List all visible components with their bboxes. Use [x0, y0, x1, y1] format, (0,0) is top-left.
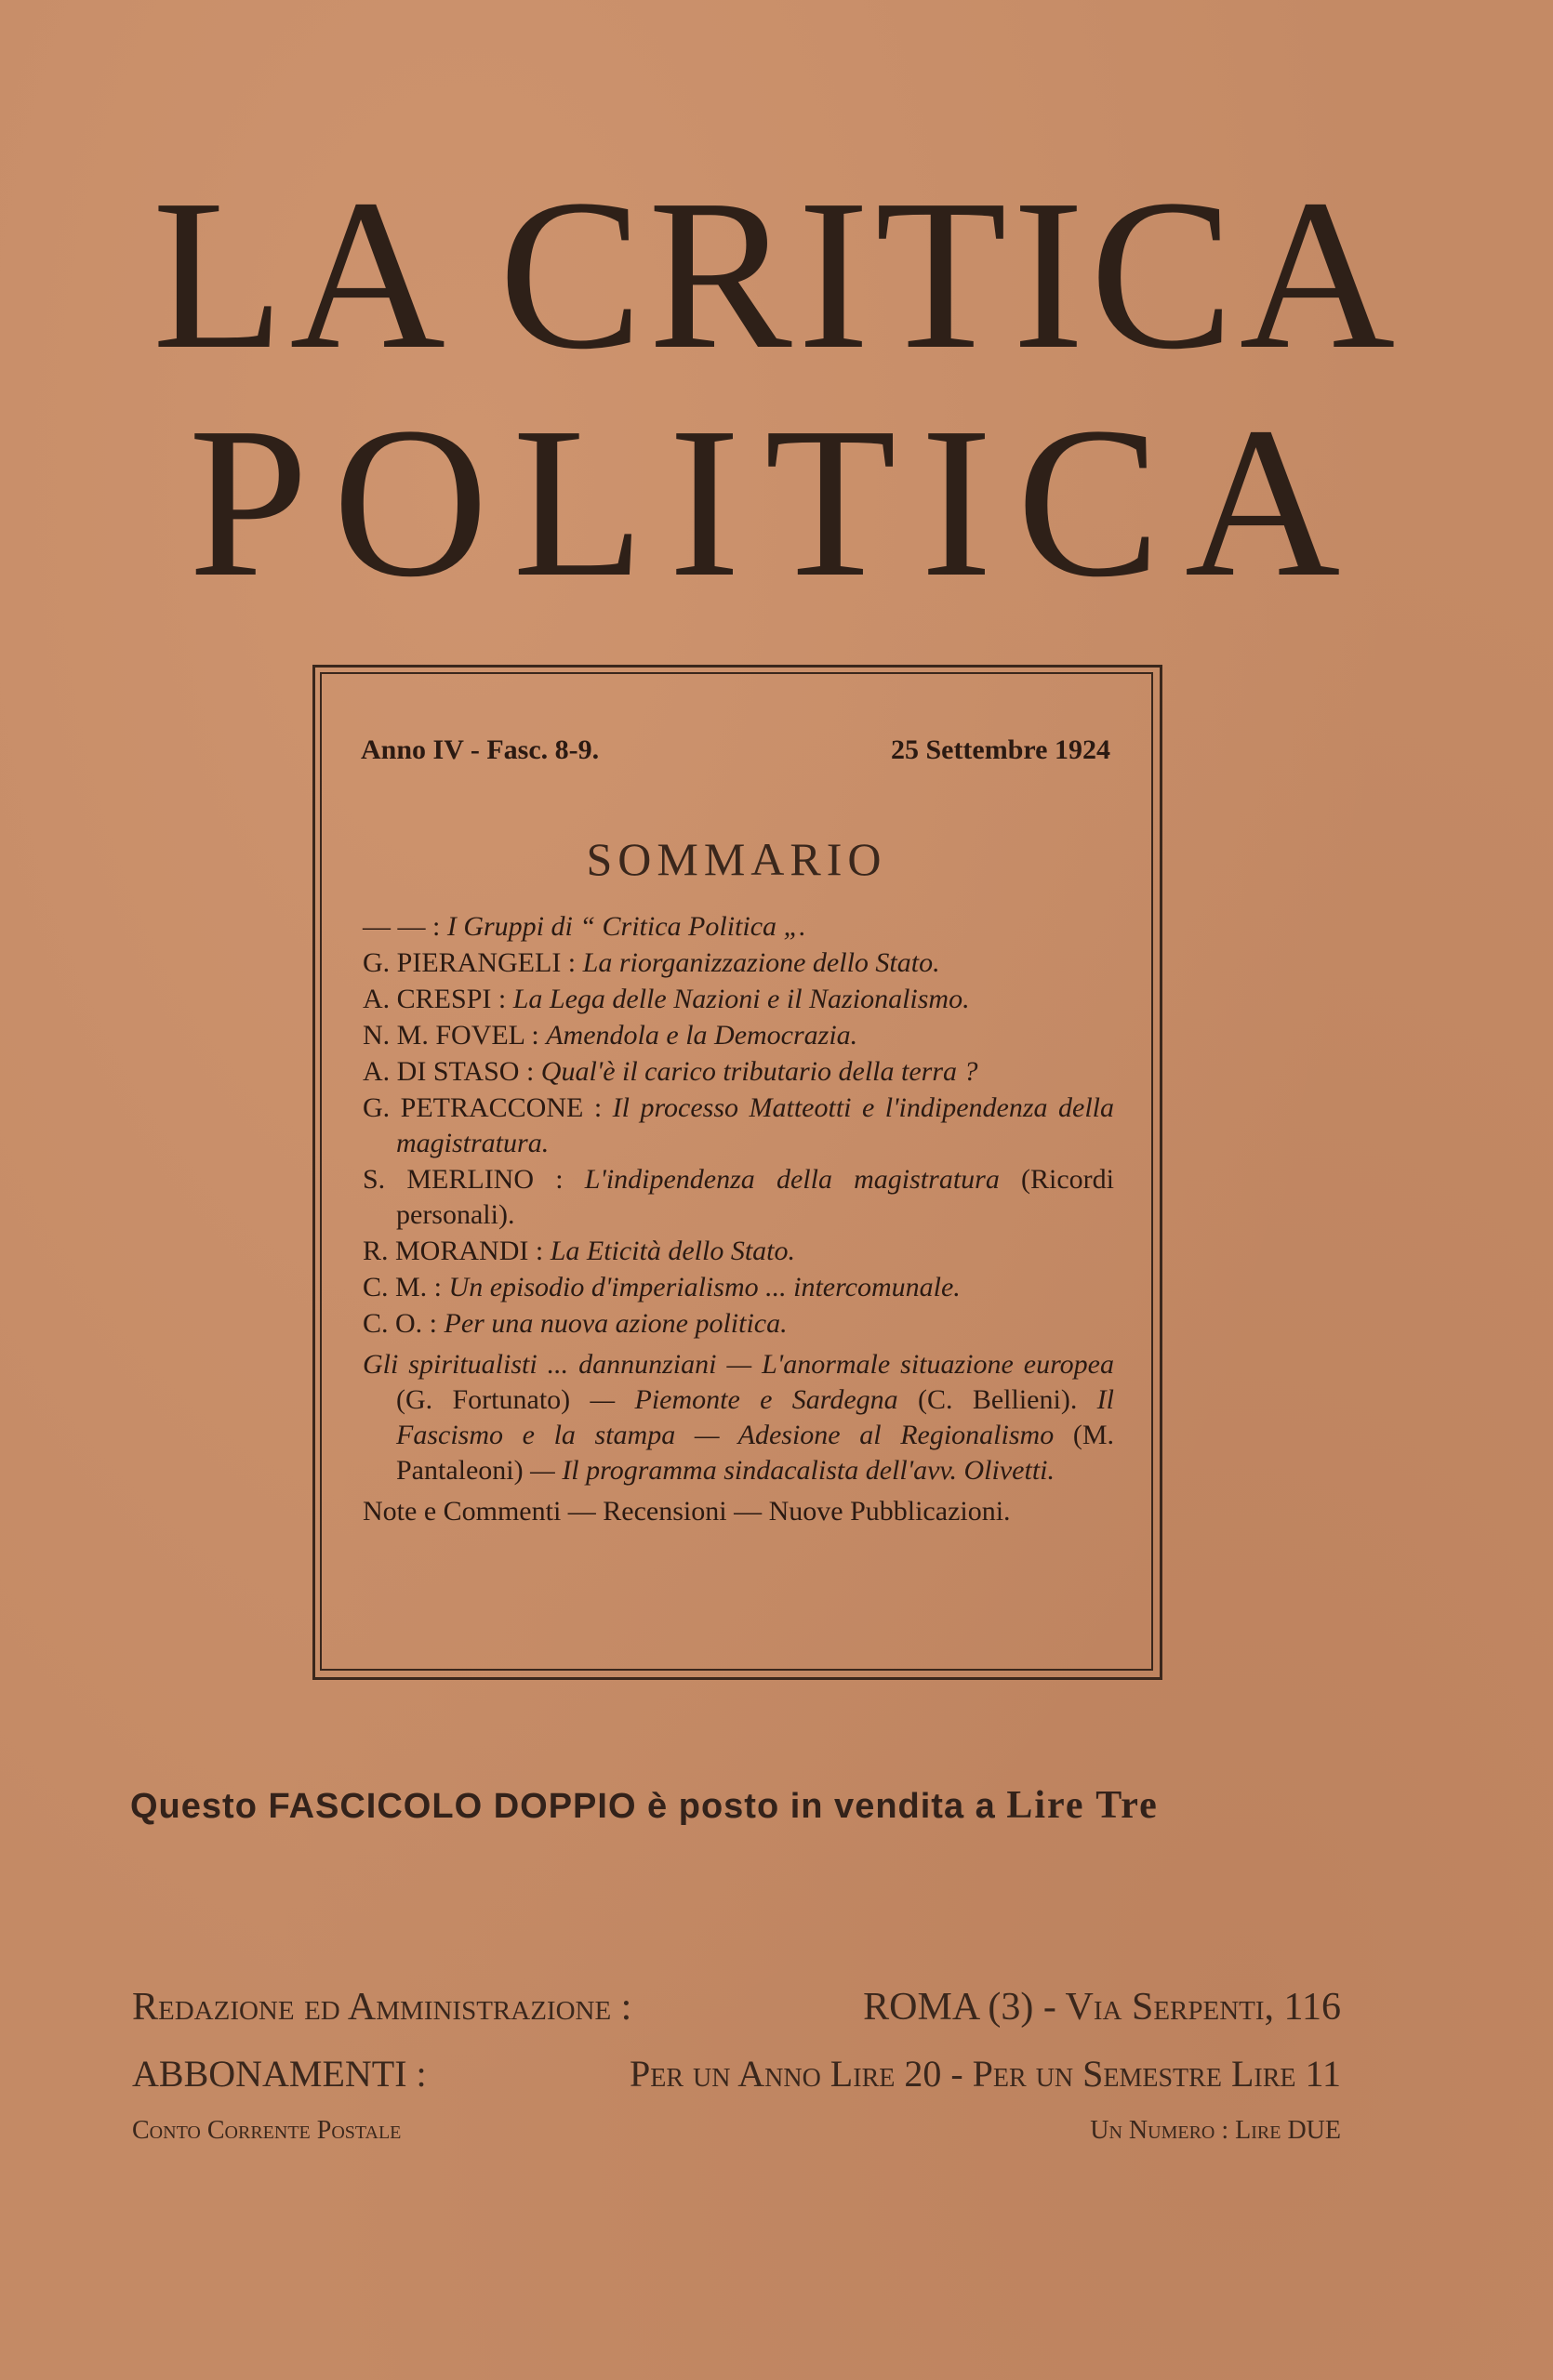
footer-subscriptions — [132, 2052, 1341, 2096]
toc-note: (Ricordi personali). — [396, 1164, 1115, 1230]
footer-editorial — [132, 1985, 1341, 2030]
footer-single-issue-price: Un Numero : Lire DUE — [1090, 2116, 1341, 2145]
toc-entry — [363, 1234, 1114, 1269]
toc-author: A. CRESPI : — [363, 984, 507, 1014]
toc-author: C. O. : — [363, 1308, 438, 1339]
footer-editorial-label: Redazione ed Amministrazione : — [132, 1986, 632, 2029]
toc-author: N. M. FOVEL : — [363, 1020, 539, 1051]
toc-title: La Lega delle Nazioni e il Nazionalismo. — [512, 984, 970, 1014]
misc-part: (C. Bellieni). — [918, 1384, 1078, 1415]
toc-title: Qual'è il carico tributario della terra ? — [540, 1056, 978, 1087]
toc-author: S. MERLINO : — [363, 1164, 564, 1195]
toc-entry — [363, 945, 1114, 981]
toc-title: I Gruppi di “ Critica Politica „. — [446, 911, 806, 942]
toc-entry — [363, 1054, 1114, 1090]
misc-part: (G. Fortunato) — [396, 1384, 571, 1415]
misc-part: — Il programma sindacalista dell'avv. Olivetti. — [530, 1455, 1055, 1486]
toc-notes: Note e Commenti — Recensioni — Nuove Pubblicazioni. — [363, 1496, 1011, 1527]
toc-entry — [363, 909, 1114, 945]
footer-address: ROMA (3) - Via Serpenti, 116 — [863, 1986, 1341, 2029]
misc-part: Il Fascismo e la stampa — Adesione al Regionalismo — [396, 1384, 1114, 1450]
misc-part: Gli spiritualisti ... dannunziani — L'anormale situazione europea — [363, 1349, 1114, 1380]
masthead-line-1: LA CRITICA — [152, 155, 1401, 394]
toc-miscellany — [363, 1347, 1114, 1488]
toc-title: Per una nuova azione politica. — [444, 1308, 788, 1339]
toc-author: R. MORANDI : — [363, 1236, 544, 1266]
misc-part: (M. Pantaleoni) — [396, 1420, 1115, 1486]
toc-title: Il processo Matteotti e l'indipendenza della magistratura. — [396, 1092, 1115, 1158]
toc-entry — [363, 1162, 1114, 1233]
toc-entry — [363, 1018, 1114, 1053]
toc-title: Amendola e la Democrazia. — [546, 1020, 858, 1051]
toc-title: La riorganizzazione dello Stato. — [582, 947, 940, 978]
footer-subscription-prices: Per un Anno Lire 20 - Per un Semestre Lire 11 — [630, 2053, 1341, 2095]
toc-author: G. PETRACCONE : — [363, 1092, 603, 1123]
masthead-line-2: POLITICA — [188, 383, 1365, 622]
sommario-heading: SOMMARIO — [586, 833, 887, 885]
toc-title: Un episodio d'imperialismo ... intercomunale. — [448, 1272, 961, 1302]
footer-subscriptions-label: ABBONAMENTI : — [132, 2053, 427, 2095]
issue-info — [361, 734, 1110, 766]
toc-title: L'indipendenza della magistratura — [584, 1164, 1000, 1195]
issue-volume: Anno IV - Fasc. 8-9. — [361, 734, 600, 765]
sale-notice — [130, 1783, 1339, 1828]
table-of-contents — [363, 909, 1114, 1529]
toc-title: La Eticità dello Stato. — [550, 1236, 796, 1266]
issue-date: 25 Settembre 1924 — [890, 734, 1110, 765]
toc-entry — [363, 1270, 1114, 1305]
toc-author: — — : — [363, 911, 441, 942]
toc-entry — [363, 1306, 1114, 1342]
toc-author: C. M. : — [363, 1272, 443, 1302]
toc-author: A. DI STASO : — [363, 1056, 535, 1087]
footer-postal-account: Conto Corrente Postale — [132, 2116, 402, 2145]
sale-text: Questo FASCICOLO DOPPIO è posto in vendita a — [130, 1787, 996, 1826]
toc-entry — [363, 1091, 1114, 1161]
toc-entry — [363, 982, 1114, 1017]
toc-author: G. PIERANGELI : — [363, 947, 577, 978]
misc-part: — Piemonte e Sardegna — [590, 1384, 898, 1415]
sale-price: Lire Tre — [1006, 1784, 1159, 1827]
footer-account — [132, 2116, 1341, 2146]
